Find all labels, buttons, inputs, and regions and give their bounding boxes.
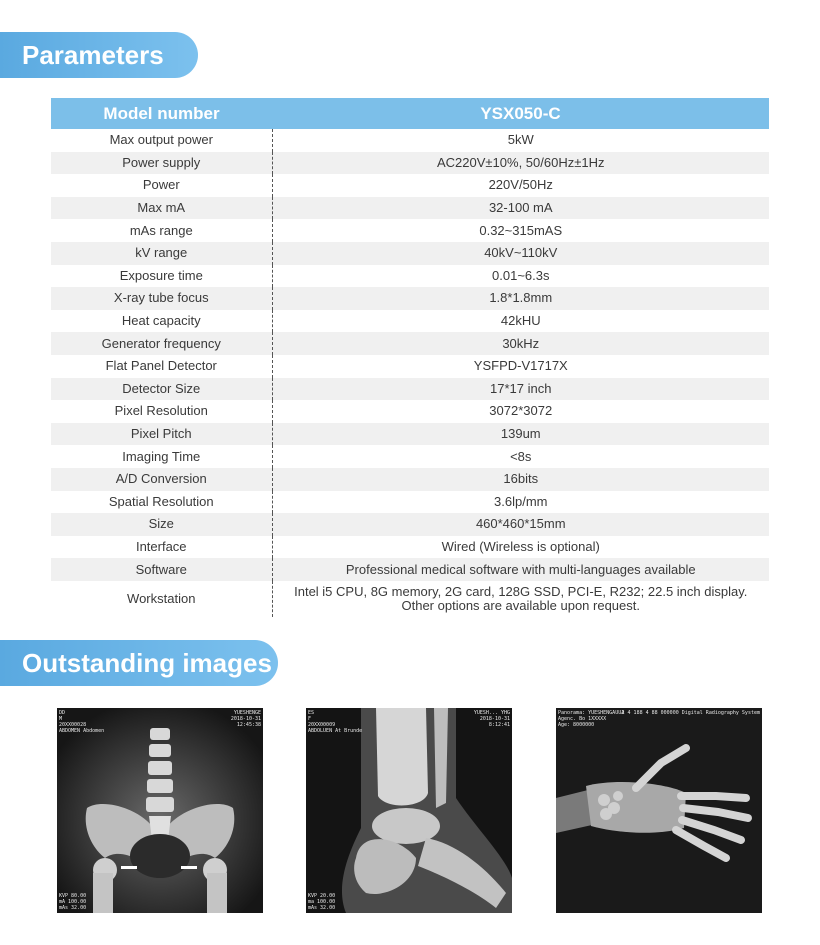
spec-row <box>51 265 769 288</box>
spec-row <box>51 445 769 468</box>
spec-row <box>51 355 769 378</box>
spec-value-line: 1.8*1.8mm <box>489 290 553 306</box>
spec-value <box>272 378 769 401</box>
spec-value <box>272 400 769 423</box>
spec-value <box>272 152 769 175</box>
spec-value-line: 30kHz <box>502 335 540 351</box>
header-key: Model number <box>51 98 272 129</box>
spec-key: Max output power <box>51 129 272 152</box>
spec-value <box>272 219 769 242</box>
spec-key: Exposure time <box>51 265 272 288</box>
spec-value-line: AC220V±10%, 50/60Hz±1Hz <box>437 154 605 170</box>
spec-value <box>272 332 769 355</box>
spec-value-line: Intel i5 CPU, 8G memory, 2G card, 128G SSD, PCI-E, R232; 22.5 inch display. <box>294 583 748 599</box>
spec-row <box>51 129 769 152</box>
spec-key: mAs range <box>51 219 272 242</box>
spec-row <box>51 242 769 265</box>
spec-value-line: 17*17 inch <box>490 380 552 396</box>
spec-key: Heat capacity <box>51 310 272 333</box>
spec-key: Max mA <box>51 197 272 220</box>
spec-value <box>272 355 769 378</box>
foot-overlay-bottom-left: KVP 20.00 ma 100.00 mAs 32.00 <box>308 893 336 911</box>
spec-value-line: 5kW <box>507 132 534 148</box>
spec-value-line: 0.32~315mAS <box>479 222 563 238</box>
spec-key: kV range <box>51 242 272 265</box>
spec-key: Software <box>51 558 272 581</box>
hand-xray-image <box>556 708 762 913</box>
abdomen-overlay-top-left: DD M 20XX00028 ABDOMEN Abdomen <box>59 710 105 734</box>
spec-row <box>51 400 769 423</box>
spec-value <box>272 242 769 265</box>
spec-value-line: 3072*3072 <box>489 403 553 419</box>
spec-value-line: 42kHU <box>500 313 541 329</box>
outstanding-images-section-title: Outstanding images <box>0 640 278 686</box>
spec-row <box>51 491 769 514</box>
spec-row <box>51 378 769 401</box>
spec-value <box>272 536 769 559</box>
spec-row <box>51 581 769 617</box>
spec-value <box>272 423 769 446</box>
spec-key: Spatial Resolution <box>51 491 272 514</box>
parameters-section-title: Parameters <box>0 32 198 78</box>
spec-row <box>51 219 769 242</box>
spec-value-line: 139um <box>500 426 541 442</box>
header-value: YSX050-C <box>272 98 769 129</box>
spec-key: X-ray tube focus <box>51 287 272 310</box>
spec-value <box>272 197 769 220</box>
spec-value <box>272 468 769 491</box>
spec-value <box>272 129 769 152</box>
abdomen-overlay-bottom-left: KVP 80.00 mA 100.00 mAs 32.00 <box>59 893 87 911</box>
hand-overlay-top-left: Panorama: YUESHENGAUUA Agenc. Bo 1XXXXX Age: 8000000 <box>558 710 625 728</box>
spec-value-line: 0.01~6.3s <box>492 267 550 283</box>
spec-value <box>272 287 769 310</box>
spec-row <box>51 423 769 446</box>
abdomen-overlay-top-right: YUESHENGE 2018-10-31 12:45:38 <box>230 710 261 728</box>
spec-value <box>272 558 769 581</box>
parameters-table <box>51 98 769 617</box>
spec-value <box>272 491 769 514</box>
spec-key: Detector Size <box>51 378 272 401</box>
spec-key: Pixel Resolution <box>51 400 272 423</box>
spec-value-line: 3.6lp/mm <box>494 493 548 509</box>
spec-value <box>272 445 769 468</box>
spec-key: Interface <box>51 536 272 559</box>
spec-key: Workstation <box>51 581 272 617</box>
spec-key: Imaging Time <box>51 445 272 468</box>
spec-value-line: YSFPD-V1717X <box>473 358 568 374</box>
abdomen-xray-image <box>57 708 263 913</box>
spec-value-line: 220V/50Hz <box>488 177 553 193</box>
hand-overlay-top-right: 2 4 188 4 88 000000 Digital Radiography System <box>621 710 760 716</box>
spec-row <box>51 174 769 197</box>
spec-row <box>51 332 769 355</box>
spec-row <box>51 558 769 581</box>
spec-key: Size <box>51 513 272 536</box>
spec-key: A/D Conversion <box>51 468 272 491</box>
spec-value-line: 16bits <box>503 471 539 487</box>
spec-key: Flat Panel Detector <box>51 355 272 378</box>
spec-row <box>51 310 769 333</box>
spec-row <box>51 468 769 491</box>
spec-row <box>51 513 769 536</box>
spec-row <box>51 197 769 220</box>
spec-value <box>272 513 769 536</box>
spec-value <box>272 174 769 197</box>
spec-row <box>51 536 769 559</box>
spec-row <box>51 287 769 310</box>
spec-value <box>272 265 769 288</box>
table-header-row <box>51 98 769 129</box>
spec-key: Power supply <box>51 152 272 175</box>
spec-value <box>272 581 769 617</box>
spec-value <box>272 310 769 333</box>
spec-value-line: Professional medical software with multi-languages available <box>345 561 696 577</box>
spec-value-line: 32-100 mA <box>488 200 553 216</box>
foot-xray-image <box>306 708 512 913</box>
spec-value-line-2: Other options are available upon request. <box>401 597 640 613</box>
spec-row <box>51 152 769 175</box>
spec-value-line: Wired (Wireless is optional) <box>441 538 600 554</box>
spec-key: Generator frequency <box>51 332 272 355</box>
spec-value-line: 460*460*15mm <box>475 516 566 532</box>
spec-value-line: <8s <box>510 448 532 464</box>
spec-value-line: 40kV~110kV <box>484 245 558 261</box>
foot-overlay-top-right: YUESH... YHG 2018-10-31 8:12:41 <box>473 710 510 728</box>
spec-key: Pixel Pitch <box>51 423 272 446</box>
foot-overlay-top-left: ES F 20XX00009 ABDOLUEN At Brunde <box>308 710 363 734</box>
spec-key: Power <box>51 174 272 197</box>
